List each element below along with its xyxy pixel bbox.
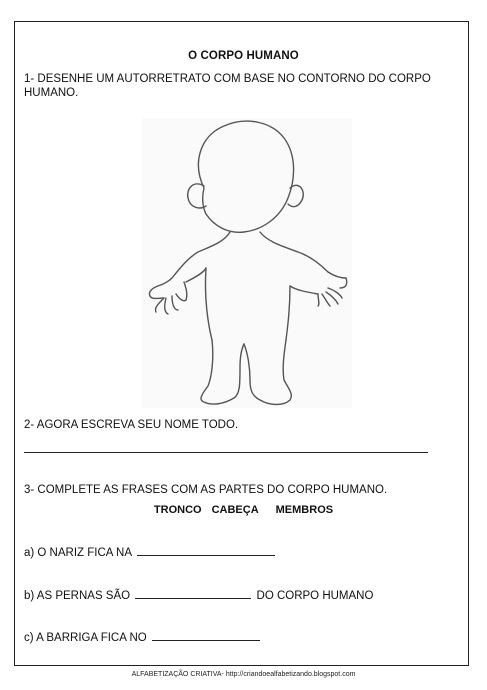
question-2: 2- AGORA ESCREVA SEU NOME TODO. (24, 419, 239, 431)
sentence-b (24, 588, 373, 602)
word-options (0, 504, 487, 516)
name-answer-line[interactable] (24, 452, 428, 453)
option-cabeca: CABEÇA (211, 504, 259, 516)
sentence-b-text: b) AS PERNAS SÃO (24, 590, 131, 602)
question-3: 3- COMPLETE AS FRASES COM AS PARTES DO CORPO HUMANO. (24, 484, 388, 496)
option-membros: MEMBROS (275, 504, 334, 516)
option-tronco: TRONCO (153, 504, 202, 516)
sentence-c (24, 630, 262, 644)
sentence-a-text: a) O NARIZ FICA NA (24, 547, 132, 559)
sentence-c-blank[interactable] (152, 630, 260, 641)
footer-credit: ALFABETIZAÇÃO CRIATIVA- http://criandoealfabetizando.blogspot.com (131, 671, 356, 678)
sentence-c-text: c) A BARRIGA FICA NO (24, 632, 147, 644)
sentence-a (24, 545, 277, 559)
sentence-a-blank[interactable] (137, 545, 275, 556)
body-outline-figure (142, 118, 352, 408)
sentence-b-blank[interactable] (135, 588, 251, 599)
worksheet-title: O CORPO HUMANO (188, 50, 299, 62)
question-1: 1- DESENHE UM AUTORRETRATO COM BASE NO CONTORNO DO CORPO HUMANO. (24, 73, 431, 99)
sentence-b-suffix: DO CORPO HUMANO (256, 590, 374, 602)
